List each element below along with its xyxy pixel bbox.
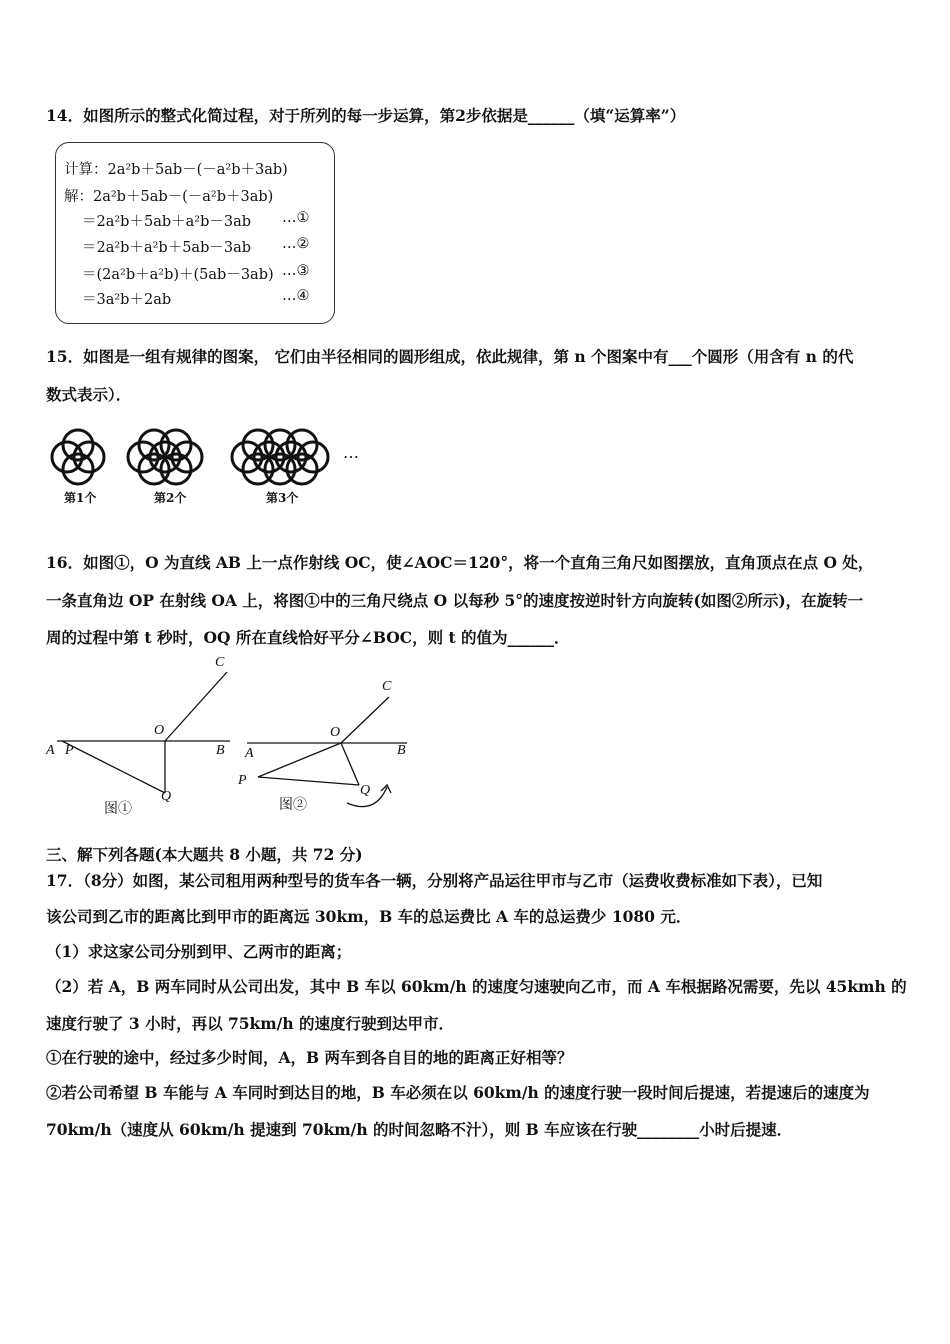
pattern-caption-1: 第1个 — [64, 491, 97, 505]
calc-step-expr: ＝2a²b＋a²b＋5ab－3ab — [82, 240, 252, 256]
q17-line4: （2）若 A，B 两车同时从公司出发，其中 B 车以 60km/h 的速度匀速驶向乙市，而 A 车根据路况需要，先以 45kmh 的 — [46, 977, 907, 996]
fig1-label-C: C — [215, 655, 225, 670]
calc-step-expr: ＝2a²b＋5ab＋a²b－3ab — [82, 214, 252, 230]
q17-line5: 速度行驶了 3 小时，再以 75km/h 的速度行驶到达甲市． — [46, 1014, 455, 1033]
figure-1 — [40, 650, 240, 820]
calc-step-mark: …② — [282, 236, 310, 252]
fig1-label-B: B — [216, 743, 225, 758]
fig2-label-C: C — [382, 679, 392, 694]
pattern-3 — [232, 430, 328, 484]
fig1-label-Q: Q — [161, 789, 172, 804]
calc-step-3 — [82, 263, 332, 284]
fig1-label-A: A — [46, 743, 55, 758]
figure-2 — [235, 675, 415, 815]
fig2-label-Q: Q — [360, 783, 371, 798]
q16-line1: 16．如图①，O 为直线 AB 上一点作射线 OC，使∠AOC＝120°，将一个直角三角尺如图摆放，直角顶点在点 O 处， — [46, 553, 874, 572]
fig1-caption: 图① — [104, 801, 132, 817]
pattern-caption-3: 第3个 — [266, 491, 299, 505]
q17-line6: ①在行驶的途中，经过多少时间，A，B 两车到各自目的地的距离正好相等？ — [46, 1048, 573, 1067]
fig2-label-O: O — [330, 725, 341, 740]
fig1-label-O: O — [154, 723, 165, 738]
calc-step-expr: ＝3a²b＋2ab — [82, 292, 172, 308]
calc-step-2 — [82, 236, 332, 257]
calc-step-4 — [82, 288, 332, 309]
pattern-2 — [128, 430, 202, 484]
fig2-label-P: P — [238, 773, 247, 788]
calc-step-mark: …① — [282, 210, 310, 226]
pattern-1 — [52, 430, 104, 484]
q15-line2: 数式表示）． — [46, 385, 132, 404]
q17-line7: ②若公司希望 B 车能与 A 车同时到达目的地，B 车必须在以 60km/h 的速度行驶一段时间后提速，若提速后的速度为 — [46, 1083, 870, 1102]
q15-line1: 15．如图是一组有规律的图案， 它们由半径相同的圆形组成，依此规律，第 n 个图案中有___个圆形（用含有 n 的代 — [46, 347, 854, 366]
calc-step-mark: …④ — [282, 288, 310, 304]
q17-line2: 该公司到乙市的距离比到甲市的距离远 30km，B 车的总运费比 A 车的总运费少 1080 元． — [46, 907, 692, 926]
q16-line3: 周的过程中第 t 秒时，OQ 所在直线恰好平分∠BOC，则 t 的值为______． — [46, 628, 570, 647]
q17-line1: 17．（8分）如图，某公司租用两种型号的货车各一辆，分别将产品运往甲市与乙市（运费收费标准如下表），已知 — [46, 871, 823, 890]
fig2-label-A: A — [245, 746, 254, 761]
section-3-heading: 三、解下列各题(本大题共 8 小题，共 72 分) — [46, 845, 363, 864]
fig2-caption: 图② — [279, 797, 307, 813]
q14-text: 14．如图所示的整式化简过程，对于所列的每一步运算，第2步依据是______（填“运算率”） — [46, 106, 686, 125]
calc-line1: 计算：2a²b＋5ab－(－a²b＋3ab) — [64, 162, 288, 178]
q17-line3: （1）求这家公司分别到甲、乙两市的距离； — [46, 942, 352, 961]
q17-line8: 70km/h（速度从 60km/h 提速到 70km/h 的时间忽略不汁），则 B 车应该在行驶________小时后提速． — [46, 1120, 793, 1139]
pattern-ellipsis: … — [343, 443, 359, 462]
q16-line2: 一条直角边 OP 在射线 OA 上，将图①中的三角尺绕点 O 以每秒 5°的速度按逆时针方向旋转(如图②所示)，在旋转一 — [46, 591, 864, 610]
calc-step-mark: …③ — [282, 263, 310, 279]
fig2-label-B: B — [397, 743, 406, 758]
pattern-caption-2: 第2个 — [154, 491, 187, 505]
calc-step-1 — [82, 210, 332, 231]
fig1-label-P: P — [65, 743, 74, 758]
calc-step-expr: ＝(2a²b＋a²b)＋(5ab－3ab) — [82, 267, 274, 283]
calc-line2: 解：2a²b＋5ab－(－a²b＋3ab) — [64, 189, 274, 205]
